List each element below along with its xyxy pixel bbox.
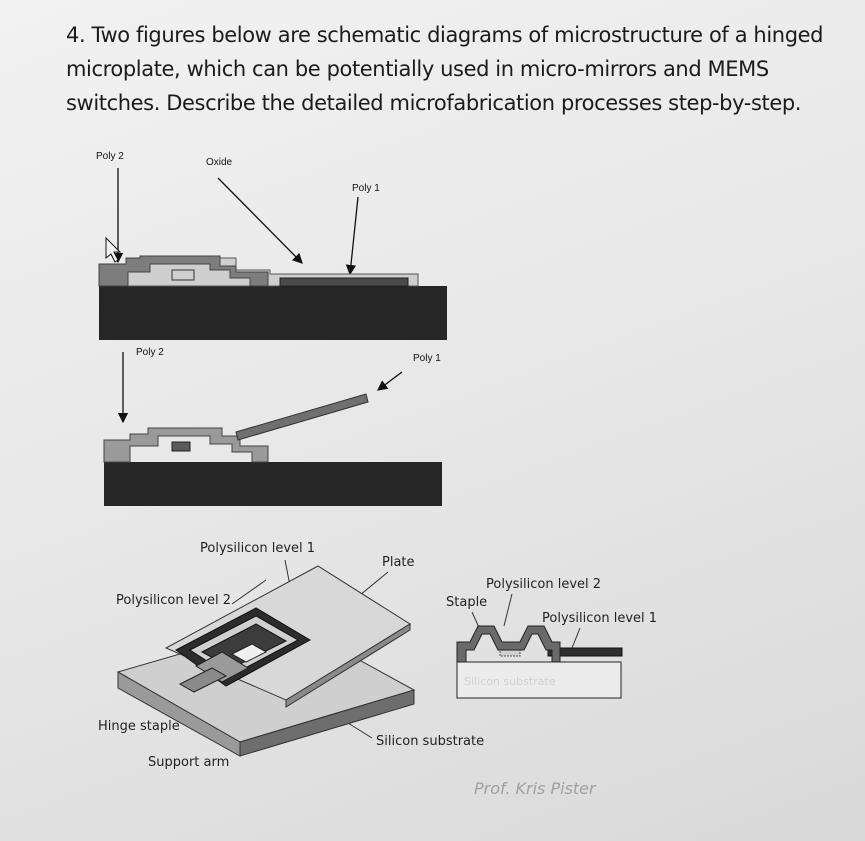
fig4-label-staple: Staple: [446, 595, 488, 610]
fig4-label-poly-level2: Polysilicon level 2: [486, 577, 602, 592]
fig3-label-plate: Plate: [382, 555, 415, 570]
fig4-label-silicon-substrate: Silicon substrate: [464, 675, 556, 688]
fig3-label-hinge-staple: Hinge staple: [98, 719, 180, 734]
question-line-2: microplate, which can be potentially used in micro-mirrors and MEMS: [66, 57, 769, 81]
fig1-anchor: [172, 270, 194, 280]
fig1-poly1-plate: [280, 278, 408, 286]
fig4-leader-poly2: [504, 594, 512, 626]
question-line-3: switches. Describe the detailed microfabrication processes step-by-step.: [66, 91, 802, 115]
figure-3d-hinged-microplate: [98, 541, 484, 770]
fig3-label-poly-level1: Polysilicon level 1: [200, 541, 316, 556]
credit-text: Prof. Kris Pister: [474, 779, 596, 798]
fig2-rotated-plate: [236, 394, 368, 440]
fig2-substrate: [104, 462, 442, 506]
fig1-arrow-poly1: [350, 197, 358, 274]
figure-cross-section-before-release: [96, 151, 447, 340]
figure-staple-cross-section: [446, 577, 657, 698]
fig4-label-poly-level1: Polysilicon level 1: [542, 611, 658, 626]
fig3-label-poly-level2: Polysilicon level 2: [116, 593, 232, 608]
fig1-label-oxide: Oxide: [206, 157, 233, 168]
fig4-leader-poly1: [572, 628, 580, 648]
fig1-label-poly2: Poly 2: [96, 151, 124, 162]
fig3-label-support-arm: Support arm: [148, 755, 230, 770]
fig1-arrow-oxide: [218, 178, 302, 263]
question-line-1: 4. Two figures below are schematic diagrams of microstructure of a hinged: [66, 23, 824, 47]
fig3-label-silicon-substrate: Silicon substrate: [376, 734, 485, 749]
fig2-label-poly2: Poly 2: [136, 347, 164, 358]
figure-cross-section-after-release: [104, 347, 442, 506]
fig4-staple: [457, 626, 560, 662]
fig1-substrate: [99, 286, 447, 340]
fig2-poly1-anchor: [172, 442, 190, 451]
fig2-arrow-poly1: [378, 372, 402, 390]
fig2-label-poly1: Poly 1: [413, 353, 441, 364]
fig1-label-poly1: Poly 1: [352, 183, 380, 194]
